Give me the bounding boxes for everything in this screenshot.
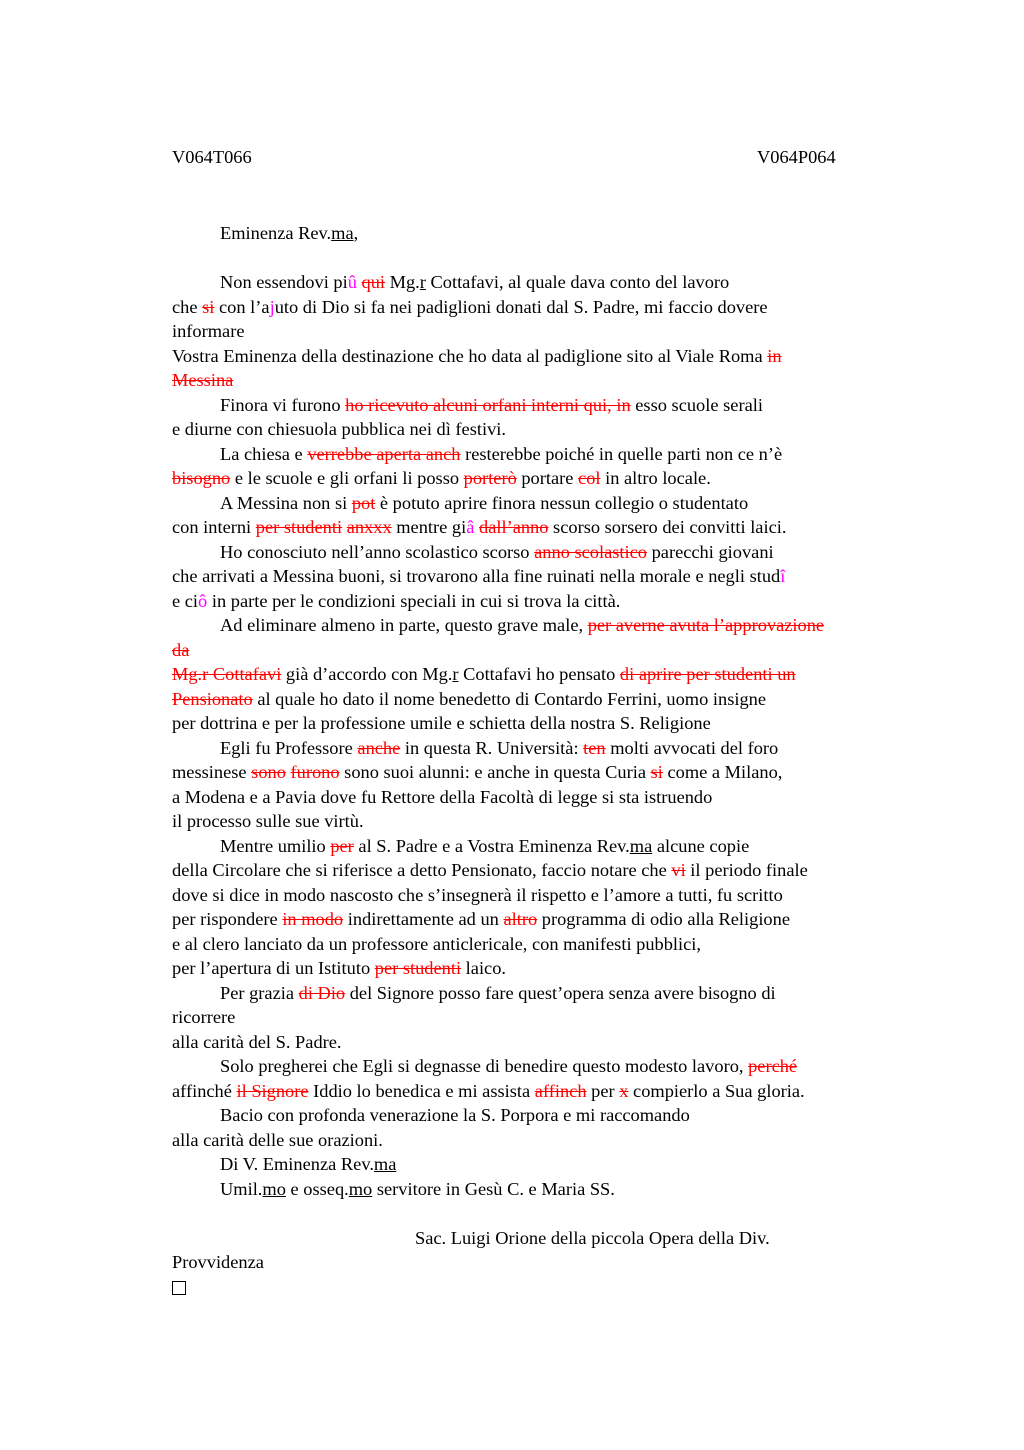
end-marker	[172, 1275, 902, 1300]
closing-line-2	[172, 1177, 902, 1202]
deletion: Messina	[172, 370, 234, 390]
deletion: sono	[251, 762, 286, 782]
blank-line	[172, 246, 902, 271]
insertion: û	[347, 272, 357, 292]
deletion: in	[616, 394, 631, 415]
text: molti avvocati del foro	[605, 737, 779, 758]
blank-line	[172, 1201, 902, 1226]
text: Egli fu Professore	[220, 737, 358, 758]
salutation-comma: ,	[353, 223, 359, 243]
deletion: bisogno	[172, 468, 231, 488]
deletion: ho ricevuto alcuni orfani interni qui,	[345, 394, 612, 415]
text: e diurne con chiesuola pubblica nei dì festivi.	[172, 419, 506, 439]
text: e le scuole e gli orfani li posso	[230, 468, 464, 488]
checkbox-square-icon	[172, 1281, 186, 1295]
line-26	[172, 883, 902, 908]
abbr: ma	[629, 835, 653, 856]
text: esso scuole serali	[630, 394, 763, 415]
text: che arrivati a Messina buoni, si trovarono alla fine ruinati nella morale e negli stud	[172, 566, 781, 586]
signature	[172, 1226, 902, 1251]
deletion: da	[172, 639, 190, 660]
deletion: il Signore	[236, 1080, 309, 1101]
deletion: qui	[361, 272, 386, 292]
line-28	[172, 932, 902, 957]
line-11	[172, 515, 902, 540]
text: informare	[172, 321, 245, 341]
line-25	[172, 858, 902, 883]
insertion: â	[466, 517, 475, 537]
deletion: anno scolastico	[534, 541, 647, 562]
line-7	[172, 417, 902, 442]
line-3	[172, 319, 902, 344]
text: parecchi giovani	[646, 541, 774, 562]
text: Mentre umilio	[220, 835, 331, 856]
insertion: j	[269, 296, 275, 317]
text: come a Milano,	[662, 762, 783, 782]
text: Cottafavi ho pensato	[458, 664, 620, 684]
line-23	[172, 809, 902, 834]
text: già d’accordo con Mg.	[281, 664, 453, 684]
document-code-right: V064P064	[757, 147, 836, 167]
line-1	[172, 270, 902, 295]
deletion: per averne avuta l’approvazione	[587, 615, 825, 635]
deletion: Mg.r Cottafavi	[172, 664, 282, 684]
deletion: in	[767, 345, 782, 366]
deletion: affinch	[534, 1080, 587, 1101]
letter-body	[172, 221, 902, 1299]
line-4	[172, 344, 902, 369]
line-8	[172, 442, 902, 467]
salutation-text: Eminenza Rev.	[220, 223, 332, 243]
deletion: vi	[671, 860, 686, 880]
text: della Circolare che si riferisce a detto Pensionato, faccio notare che	[172, 860, 672, 880]
text: è potuto aprire finora nessun collegio o studentato	[375, 492, 749, 513]
abbr: r	[419, 272, 426, 292]
deletion: Pensionato	[172, 688, 253, 709]
text: per l’apertura di un Istituto	[172, 958, 375, 978]
line-22	[172, 785, 902, 810]
deletion: anche	[357, 737, 401, 758]
closing-line-1	[172, 1152, 902, 1177]
deletion: si	[202, 296, 215, 317]
document-code-left: V064T066	[172, 147, 252, 167]
text: servitore in Gesù C. e Maria SS.	[372, 1178, 615, 1199]
text: Finora vi furono	[220, 394, 346, 415]
text: con l’a	[214, 296, 270, 317]
text: indirettamente ad un	[343, 909, 504, 929]
signature-continuation	[172, 1250, 902, 1275]
text: Non essendovi pi	[220, 272, 348, 292]
text: Bacio con profonda venerazione la S. Porpora e mi raccomando	[220, 1105, 690, 1125]
text: a Modena e a Pavia dove fu Rettore della Facoltà di legge si sta istruendo	[172, 786, 713, 807]
line-19	[172, 711, 902, 736]
text: Solo pregherei che Egli si degnasse di benedire questo modesto lavoro,	[220, 1056, 749, 1076]
text: affinché	[172, 1080, 237, 1101]
deletion: perché	[748, 1056, 798, 1076]
text: alcune copie	[652, 835, 750, 856]
line-34	[172, 1079, 902, 1104]
line-35	[172, 1103, 902, 1128]
line-10	[172, 491, 902, 516]
text: mentre gi	[391, 517, 467, 537]
text: Di V. Eminenza Rev.	[220, 1154, 374, 1174]
text: resterebbe poiché in quelle parti non ce n’è	[460, 443, 783, 464]
insertion: î	[780, 566, 786, 586]
text: Vostra Eminenza della destinazione che ho data al padiglione sito al Viale Roma	[172, 345, 768, 366]
line-14	[172, 589, 902, 614]
line-27	[172, 907, 902, 932]
abbr: mo	[262, 1178, 286, 1199]
deletion: x	[619, 1080, 629, 1101]
text: per dottrina e per la professione umile e schietta della nostra S. Religione	[172, 713, 711, 733]
deletion: per	[330, 835, 354, 856]
text: Ad eliminare almeno in parte, questo grave male,	[220, 615, 588, 635]
text: Ho conosciuto nell’anno scolastico scorso	[220, 541, 535, 562]
text: compierlo a Sua gloria.	[628, 1080, 805, 1101]
line-31	[172, 1005, 902, 1030]
line-12	[172, 540, 902, 565]
text: Per grazia	[220, 982, 299, 1003]
text: laico.	[461, 958, 507, 978]
text: il processo sulle sue virtù.	[172, 811, 364, 831]
deletion: in modo	[282, 909, 344, 929]
deletion: di aprire per studenti un	[619, 664, 796, 684]
text: uto di Dio si fa nei padiglioni donati dal S. Padre, mi faccio dovere	[274, 296, 768, 317]
text: A Messina non si	[220, 492, 352, 513]
line-15	[172, 613, 902, 638]
deletion: ten	[583, 737, 606, 758]
deletion: pot	[351, 492, 376, 513]
text: scorso sorsero dei convitti laici.	[548, 517, 787, 537]
text: Iddio lo benedica e mi assista	[308, 1080, 535, 1101]
line-13	[172, 564, 902, 589]
text: del Signore posso fare quest’opera senza avere bisogno di	[345, 982, 776, 1003]
text: Umil.	[220, 1178, 263, 1199]
line-5	[172, 368, 902, 393]
line-18	[172, 687, 902, 712]
text: e ci	[172, 590, 199, 611]
line-30	[172, 981, 902, 1006]
text: sono suoi alunni: e anche in questa Curia	[339, 762, 651, 782]
text: La chiesa e	[220, 443, 308, 464]
deletion: col	[578, 468, 601, 488]
line-21	[172, 760, 902, 785]
line-33	[172, 1054, 902, 1079]
deletion: furono	[290, 762, 340, 782]
line-20	[172, 736, 902, 761]
text: portare	[516, 468, 579, 488]
line-24	[172, 834, 902, 859]
text: in questa R. Università:	[400, 737, 584, 758]
line-32	[172, 1030, 902, 1055]
text: ricorrere	[172, 1007, 236, 1027]
line-17	[172, 662, 902, 687]
salutation	[172, 221, 902, 246]
text: Mg.	[385, 272, 420, 292]
text: e osseq.	[285, 1178, 349, 1199]
line-6	[172, 393, 902, 418]
line-9	[172, 466, 902, 491]
insertion: ô	[198, 590, 208, 611]
text: con interni	[172, 517, 256, 537]
text: il periodo finale	[685, 860, 808, 880]
abbr: mo	[348, 1178, 373, 1199]
text: alla carità delle sue orazioni.	[172, 1129, 383, 1150]
text: per	[586, 1080, 620, 1101]
line-2	[172, 295, 902, 320]
deletion: si	[650, 762, 663, 782]
text: in altro locale.	[600, 468, 711, 488]
text: e al clero lanciato da un professore anticlericale, con manifesti pubblici,	[172, 933, 702, 954]
line-36	[172, 1128, 902, 1153]
salutation-abbr: ma	[331, 223, 354, 243]
abbr: ma	[373, 1154, 397, 1174]
deletion: verrebbe aperta anch	[307, 443, 461, 464]
text: al quale ho dato il nome benedetto di Contardo Ferrini, uomo insigne	[252, 688, 767, 709]
signature-text: Sac. Luigi Orione della piccola Opera della Div.	[415, 1227, 770, 1248]
line-29	[172, 956, 902, 981]
deletion: di Dio	[298, 982, 346, 1003]
text: Cottafavi, al quale dava conto del lavoro	[425, 272, 730, 292]
deletion: anxxx	[346, 517, 392, 537]
text: dove si dice in modo nascosto che s’insegnerà il rispetto e l’amore a tutti, fu scritto	[172, 884, 783, 905]
text: programma di odio alla Religione	[537, 909, 790, 929]
deletion: altro	[503, 909, 538, 929]
text: alla carità del S. Padre.	[172, 1031, 342, 1052]
text: in parte per le condizioni speciali in cui si trova la città.	[207, 590, 621, 611]
text: per rispondere	[172, 909, 283, 929]
deletion: per studenti	[374, 958, 462, 978]
deletion: porterò	[463, 468, 517, 488]
line-16	[172, 638, 902, 663]
signature-text: Provvidenza	[172, 1252, 264, 1272]
text: al S. Padre e a Vostra Eminenza Rev.	[353, 835, 630, 856]
deletion: per studenti	[255, 517, 343, 537]
deletion: dall’anno	[479, 517, 549, 537]
text: che	[172, 296, 203, 317]
text: messinese	[172, 762, 252, 782]
abbr: r	[452, 664, 459, 684]
